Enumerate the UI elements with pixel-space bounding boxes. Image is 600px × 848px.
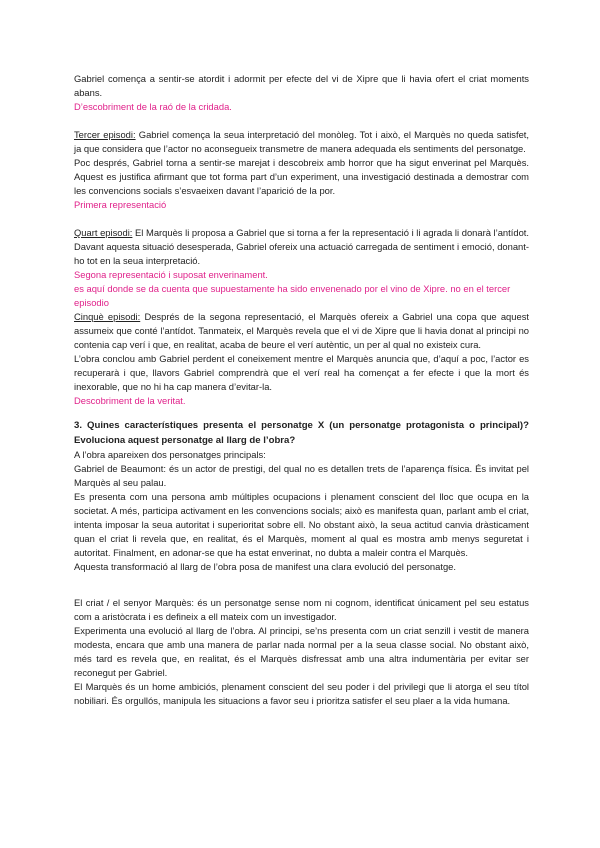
episode-text-cinque: Després de la segona representació, el Marquès ofereix a Gabriel una copa que aquest assumeix que conté l’antídot. Tanmateix, el Marquès revela que el vi de Xipre que li havia donat al principi no contenia cap verí i que, en realitat, acaba de beure el verí autèntic, un per al qual no existeix cura. — [74, 311, 529, 350]
note-primera-representacio: Primera representació — [74, 199, 167, 210]
paragraph-experimenta: Experimenta una evolució al llarg de l’obra. Al principi, se’ns presenta com un criat senzill i vestit de manera modesta, encara que amb una manera de parlar nada normal per a la seua classe social. No obstant això, més tard es revela que, en realitat, és el Marquès disfressat amb una altra indumentària per evitar ser reconegut per Gabriel. — [74, 625, 529, 678]
spacer — [74, 408, 529, 418]
episode-label-cinque: Cinquè episodi: — [74, 311, 141, 322]
question-3-heading: 3. Quines característiques presenta el personatge X (un personatge protagonista o principal)? Evoluciona aquest personatge al llarg de l’obra? — [74, 420, 529, 446]
episode-label-quart: Quart episodi: — [74, 227, 133, 238]
spacer — [74, 574, 529, 596]
paragraph-quart-episodi — [74, 226, 529, 268]
episode-label-tercer: Tercer episodi: — [74, 129, 136, 140]
paragraph-poc-despres: Poc després, Gabriel torna a sentir-se marejat i descobreix amb horror que ha sigut enverinat pel Marquès. Aquest es justifica afirmant que tot forma part d’un experiment, una investigació destinada a demostrar com les convencions socials s’esvaeixen davant l’aparició de la por. — [74, 157, 529, 196]
note-descobriment-veritat: Descobriment de la veritat. — [74, 395, 186, 406]
spacer — [74, 212, 529, 226]
paragraph-criat-marques: El criat / el senyor Marquès: és un personatge sense nom ni cognom, identificat únicament pel seu estatus com a aristòcrata i es defineix a ell mateix com un investigador. — [74, 597, 529, 622]
paragraph-transformacio: Aquesta transformació al llarg de l’obra posa de manifest una clara evolució del personatge. — [74, 561, 456, 572]
paragraph-es-presenta: Es presenta com una persona amb múltiples ocupacions i plenament conscient del lloc que ocupa en la societat. A més, participa activament en les convencions socials; això es manifesta quan, parlant amb el criat, intenta imposar la seua autoritat i superioritat sobre ell. No obstant això, la seua actitud canvia dràsticament quan el criat li revela que, en realitat, és el Marquès, moment al qual es mostra amb menys seguretat i autoritat. Finalment, en adonar-se que ha estat enverinat, no dubta a maleir contra el Marquès. — [74, 491, 529, 558]
paragraph-obra-conclou: L’obra conclou amb Gabriel perdent el coneixement mentre el Marquès anuncia que, d’aquí a poc, l’actor es recuperarà i que, llavors Gabriel comprendrà que el verí real ha començat a fer efecte i que la mort és inexorable, que no hi ha cap manera d’evitar-la. — [74, 353, 529, 392]
paragraph-gabriel-beaumont: Gabriel de Beaumont: és un actor de prestigi, del qual no es detallen trets de l’aparença física. És invitat pel Marquès al seu palau. — [74, 463, 529, 488]
paragraph-ambicios: El Marquès és un home ambiciós, plenament conscient del seu poder i del privilegi que li atorga el seu títol nobiliari. És orgullós, manipula les situacions a favor seu i prioritza satisfer el seu plaer a la vida humana. — [74, 681, 529, 706]
document-page — [74, 72, 529, 708]
spacer — [74, 114, 529, 128]
episode-text-tercer: Gabriel comença la seua interpretació del monòleg. Tot i això, el Marquès no queda satisfet, ja que considera que l’actor no aconsegueix transmetre de manera adequada els sentiments del personatge. — [74, 129, 530, 154]
note-spanish-comment: es aquí donde se da cuenta que supuestamente ha sido envenenado por el vino de Xipre. no en el tercer episodio — [74, 283, 511, 308]
episode-text-quart: El Marquès li proposa a Gabriel que si torna a fer la representació i li agrada li donarà l’antídot. Davant aquesta situació desesperada, Gabriel ofereix una actuació carregada de sentiment i emoció, donant-ho tot en la seua interpretació. — [74, 227, 529, 266]
paragraph-apareixen: A l’obra apareixen dos personatges principals: — [74, 449, 266, 460]
paragraph-gabriel-atordit: Gabriel comença a sentir-se atordit i adormit per efecte del vi de Xipre que li havia ofert el criat moments abans. — [74, 73, 529, 98]
note-descobriment-rao: D’escobriment de la raó de la cridada. — [74, 101, 232, 112]
note-segona-representacio: Segona representació i suposat enverinament. — [74, 269, 268, 280]
paragraph-cinque-episodi — [74, 310, 529, 352]
paragraph-tercer-episodi — [74, 128, 529, 156]
